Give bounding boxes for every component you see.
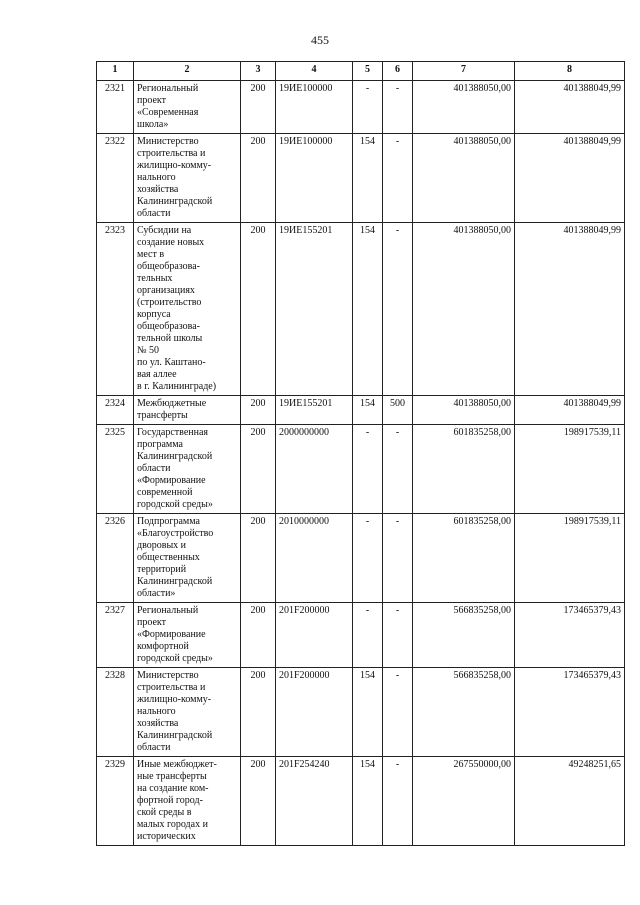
row-code: 19ИЕ100000 (276, 134, 353, 223)
row-name: Иные межбюджет- ные трансферты на создание ком- фортной город- ской среды в малых городах и исторических (134, 757, 241, 846)
column-header: 8 (515, 62, 625, 81)
row-amount-8: 49248251,65 (515, 757, 625, 846)
row-number: 2327 (97, 603, 134, 668)
table-row (97, 668, 625, 757)
row-code: 19ИЕ155201 (276, 396, 353, 425)
row-name: Министерство строительства и жилищно-комму- нального хозяйства Калининградской области (134, 668, 241, 757)
column-header: 4 (276, 62, 353, 81)
row-number: 2322 (97, 134, 134, 223)
row-amount-8: 198917539,11 (515, 514, 625, 603)
row-col5: - (353, 603, 383, 668)
row-number: 2324 (97, 396, 134, 425)
row-col5: 154 (353, 134, 383, 223)
row-amount-8: 401388049,99 (515, 396, 625, 425)
column-header: 7 (413, 62, 515, 81)
row-code: 19ИЕ100000 (276, 81, 353, 134)
row-amount-7: 267550000,00 (413, 757, 515, 846)
row-number: 2328 (97, 668, 134, 757)
row-name: Межбюджетные трансферты (134, 396, 241, 425)
row-col6: - (383, 668, 413, 757)
row-col6: - (383, 514, 413, 603)
table-row (97, 514, 625, 603)
row-col3: 200 (241, 223, 276, 396)
column-header: 2 (134, 62, 241, 81)
row-col6: - (383, 425, 413, 514)
row-amount-7: 566835258,00 (413, 668, 515, 757)
row-col3: 200 (241, 396, 276, 425)
row-col5: - (353, 514, 383, 603)
row-name: Подпрограмма «Благоустройство дворовых и общественных территорий Калининградской области» (134, 514, 241, 603)
table-row (97, 81, 625, 134)
row-amount-8: 198917539,11 (515, 425, 625, 514)
page-number: 455 (311, 33, 329, 47)
row-col3: 200 (241, 668, 276, 757)
row-amount-7: 401388050,00 (413, 134, 515, 223)
row-col5: - (353, 425, 383, 514)
row-code: 2000000000 (276, 425, 353, 514)
table-row (97, 425, 625, 514)
column-header: 3 (241, 62, 276, 81)
row-number: 2323 (97, 223, 134, 396)
row-amount-8: 401388049,99 (515, 223, 625, 396)
row-col3: 200 (241, 757, 276, 846)
table-row (97, 757, 625, 846)
row-col5: 154 (353, 396, 383, 425)
row-code: 201F254240 (276, 757, 353, 846)
row-name: Региональный проект «Современная школа» (134, 81, 241, 134)
header-row (97, 62, 625, 81)
row-col5: 154 (353, 668, 383, 757)
row-col3: 200 (241, 603, 276, 668)
column-header: 6 (383, 62, 413, 81)
row-col5: 154 (353, 757, 383, 846)
row-col5: - (353, 81, 383, 134)
row-amount-7: 401388050,00 (413, 396, 515, 425)
table-row (97, 603, 625, 668)
table-row (97, 396, 625, 425)
row-col3: 200 (241, 514, 276, 603)
budget-table (96, 61, 625, 846)
row-col6: - (383, 134, 413, 223)
row-amount-8: 173465379,43 (515, 668, 625, 757)
row-amount-7: 401388050,00 (413, 81, 515, 134)
row-code: 201F200000 (276, 668, 353, 757)
row-col6: 500 (383, 396, 413, 425)
row-amount-8: 173465379,43 (515, 603, 625, 668)
row-amount-7: 601835258,00 (413, 514, 515, 603)
row-col3: 200 (241, 425, 276, 514)
row-code: 2010000000 (276, 514, 353, 603)
table-row (97, 134, 625, 223)
row-name: Субсидии на создание новых мест в общеобразова- тельных организациях (строительство корпуса общеобразова- тельной школы № 50 по ул. Каштано- вая аллее в г. Калининграде) (134, 223, 241, 396)
row-amount-8: 401388049,99 (515, 134, 625, 223)
row-amount-7: 401388050,00 (413, 223, 515, 396)
table-row (97, 223, 625, 396)
row-code: 19ИЕ155201 (276, 223, 353, 396)
row-col6: - (383, 223, 413, 396)
row-col5: 154 (353, 223, 383, 396)
column-header: 5 (353, 62, 383, 81)
row-col3: 200 (241, 134, 276, 223)
column-header: 1 (97, 62, 134, 81)
row-number: 2321 (97, 81, 134, 134)
row-number: 2326 (97, 514, 134, 603)
row-number: 2329 (97, 757, 134, 846)
row-col6: - (383, 603, 413, 668)
row-amount-7: 601835258,00 (413, 425, 515, 514)
row-amount-7: 566835258,00 (413, 603, 515, 668)
row-amount-8: 401388049,99 (515, 81, 625, 134)
row-col6: - (383, 757, 413, 846)
row-name: Региональный проект «Формирование комфортной городской среды» (134, 603, 241, 668)
row-name: Государственная программа Калининградской области «Формирование современной городской среды» (134, 425, 241, 514)
row-name: Министерство строительства и жилищно-комму- нального хозяйства Калининградской области (134, 134, 241, 223)
row-col3: 200 (241, 81, 276, 134)
row-code: 201F200000 (276, 603, 353, 668)
row-col6: - (383, 81, 413, 134)
row-number: 2325 (97, 425, 134, 514)
